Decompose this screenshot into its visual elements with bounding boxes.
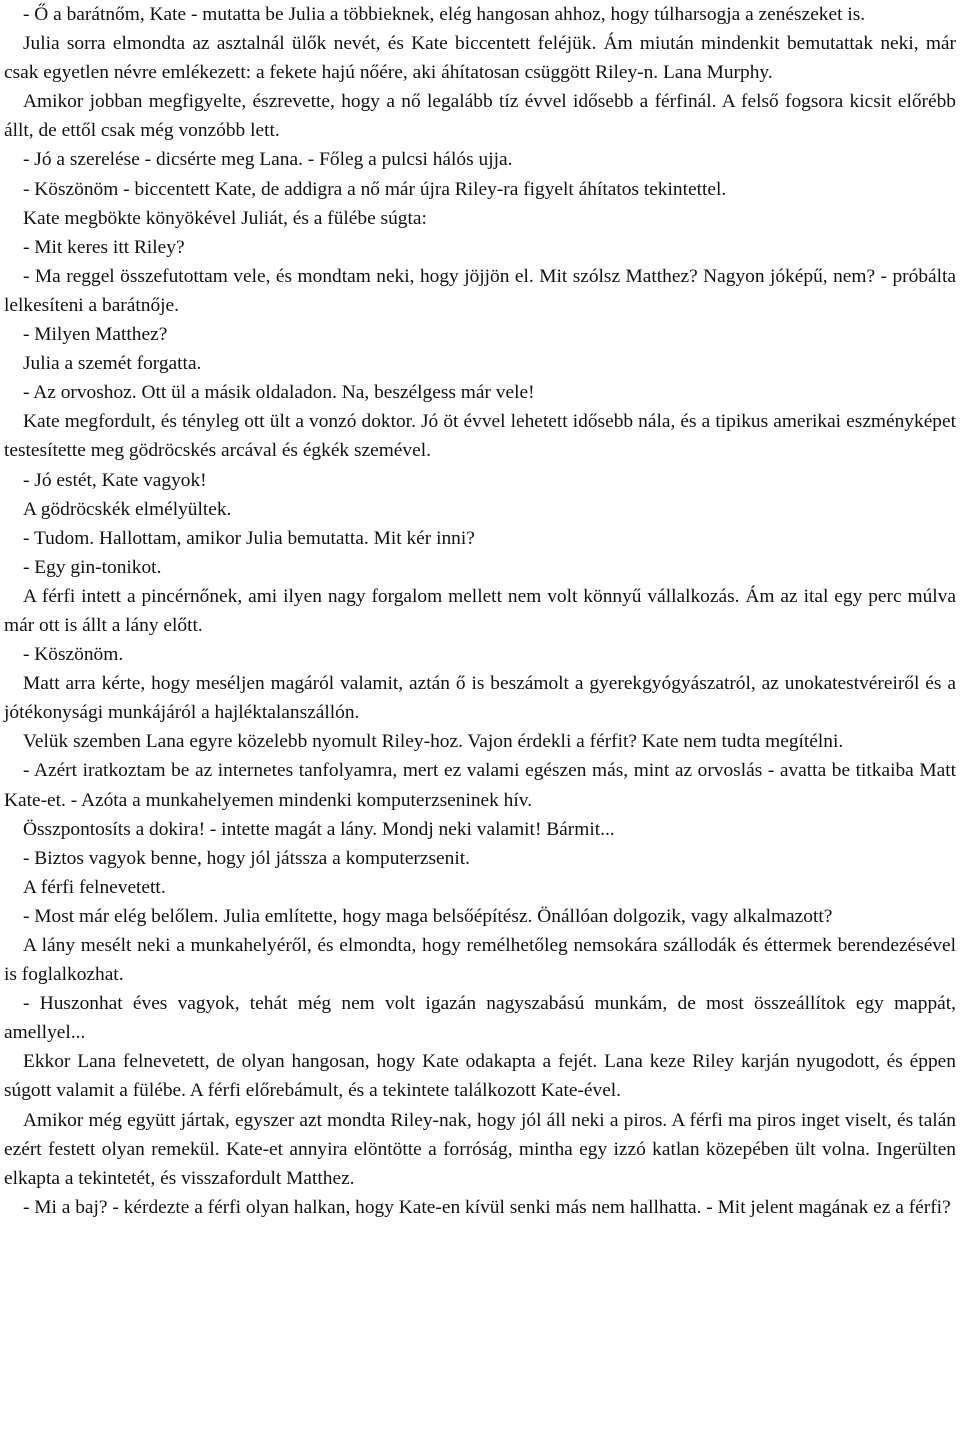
- paragraph: - Egy gin-tonikot.: [23, 556, 162, 578]
- paragraph: Julia sorra elmondta az asztalnál ülők nevét, és Kate biccentett feléjük. Ám miután mindenkit bemutattak neki, már csak egyetlen névre emlékezett: a fekete hajú nőére, aki áhítatosan csüggött Riley-n. Lana Murphy.: [4, 33, 956, 84]
- document-page: [4, 0, 956, 1222]
- paragraph: - Huszonhat éves vagyok, tehát még nem volt igazán nagyszabású munkám, de most összeállítok egy mappát, amellyel...: [4, 993, 956, 1044]
- paragraph: Julia a szemét forgatta.: [23, 353, 202, 375]
- paragraph: - Az orvoshoz. Ott ül a másik oldaladon. Na, beszélgess már vele!: [23, 382, 535, 404]
- paragraph: - Ő a barátnőm, Kate - mutatta be Julia a többieknek, elég hangosan ahhoz, hogy túlharsogja a zenészeket is.: [23, 4, 866, 25]
- paragraph: - Most már elég belőlem. Julia említette, hogy maga belsőépítész. Önállóan dolgozik, vagy alkalmazott?: [23, 905, 833, 927]
- paragraph: - Köszönöm.: [23, 644, 124, 666]
- paragraph: Matt arra kérte, hogy meséljen magáról valamit, aztán ő is beszámolt a gyerekgyógyászatról, az unokatestvéreiről és a jótékonysági munkájáról a hajléktalanszállón.: [4, 673, 956, 724]
- paragraph: Kate megfordult, és tényleg ott ült a vonzó doktor. Jó öt évvel lehetett idősebb nála, és a tipikus amerikai eszményképet testesítette meg gödröcskés arcával és égkék szemével.: [4, 411, 956, 462]
- paragraph: - Milyen Matthez?: [23, 324, 168, 346]
- paragraph: - Jó a szerelése - dicsérte meg Lana. - Főleg a pulcsi hálós ujja.: [23, 149, 513, 171]
- paragraph: - Mi a baj? - kérdezte a férfi olyan halkan, hogy Kate-en kívül senki más nem hallhatta. - Mit jelent magának ez a férfi?: [23, 1196, 951, 1218]
- paragraph: A férfi intett a pincérnőnek, ami ilyen nagy forgalom mellett nem volt könnyű vállalkozás. Ám az ital egy perc múlva már ott is állt a lány előtt.: [4, 585, 956, 636]
- paragraph: - Azért iratkoztam be az internetes tanfolyamra, mert ez valami egészen más, mint az orvoslás - avatta be titkaiba Matt Kate-et. - Azóta a munkahelyemen mindenki komputerzseninek hív.: [4, 760, 956, 811]
- paragraph: Velük szemben Lana egyre közelebb nyomult Riley-hoz. Vajon érdekli a férfit? Kate nem tudta megítélni.: [23, 731, 844, 753]
- paragraph: Amikor jobban megfigyelte, észrevette, hogy a nő legalább tíz évvel idősebb a férfinál. A felső fogsora kicsit előrébb állt, de ettől csak még vonzóbb lett.: [4, 91, 956, 142]
- paragraph: - Ma reggel összefutottam vele, és mondtam neki, hogy jöjjön el. Mit szólsz Matthez? Nagyon jóképű, nem? - próbálta lelkesíteni a barátnője.: [4, 265, 956, 316]
- paragraph: A gödröcskék elmélyültek.: [23, 498, 232, 520]
- paragraph: - Mit keres itt Riley?: [23, 236, 185, 258]
- paragraph: - Köszönöm - biccentett Kate, de addigra a nő már újra Riley-ra figyelt áhítatos tekintettel.: [23, 178, 727, 200]
- paragraph: Kate megbökte könyökével Juliát, és a fülébe súgta:: [23, 207, 427, 229]
- paragraph: A lány mesélt neki a munkahelyéről, és elmondta, hogy remélhetőleg nemsokára szállodák és éttermek berendezésével is foglalkozhat.: [4, 935, 956, 986]
- paragraph: Amikor még együtt jártak, egyszer azt mondta Riley-nak, hogy jól áll neki a piros. A férfi ma piros inget viselt, és talán ezért festett olyan remekül. Kate-et annyira elöntötte a forróság, mintha egy izzó katlan közepében ült volna. Ingerülten elkapta a tekintetét, és visszafordult Matthez.: [4, 1109, 956, 1189]
- paragraph: Összpontosíts a dokira! - intette magát a lány. Mondj neki valamit! Bármit...: [23, 818, 615, 840]
- paragraph: - Tudom. Hallottam, amikor Julia bemutatta. Mit kér inni?: [23, 527, 475, 549]
- paragraph: A férfi felnevetett.: [23, 876, 166, 898]
- paragraph: - Biztos vagyok benne, hogy jól játssza a komputerzsenit.: [23, 847, 470, 869]
- paragraph: Ekkor Lana felnevetett, de olyan hangosan, hogy Kate odakapta a fejét. Lana keze Riley karján nyugodott, és éppen súgott valamit a fülébe. A férfi előrebámult, és a tekintete találkozott Kate-ével.: [4, 1051, 956, 1102]
- paragraph: - Jó estét, Kate vagyok!: [23, 469, 207, 491]
